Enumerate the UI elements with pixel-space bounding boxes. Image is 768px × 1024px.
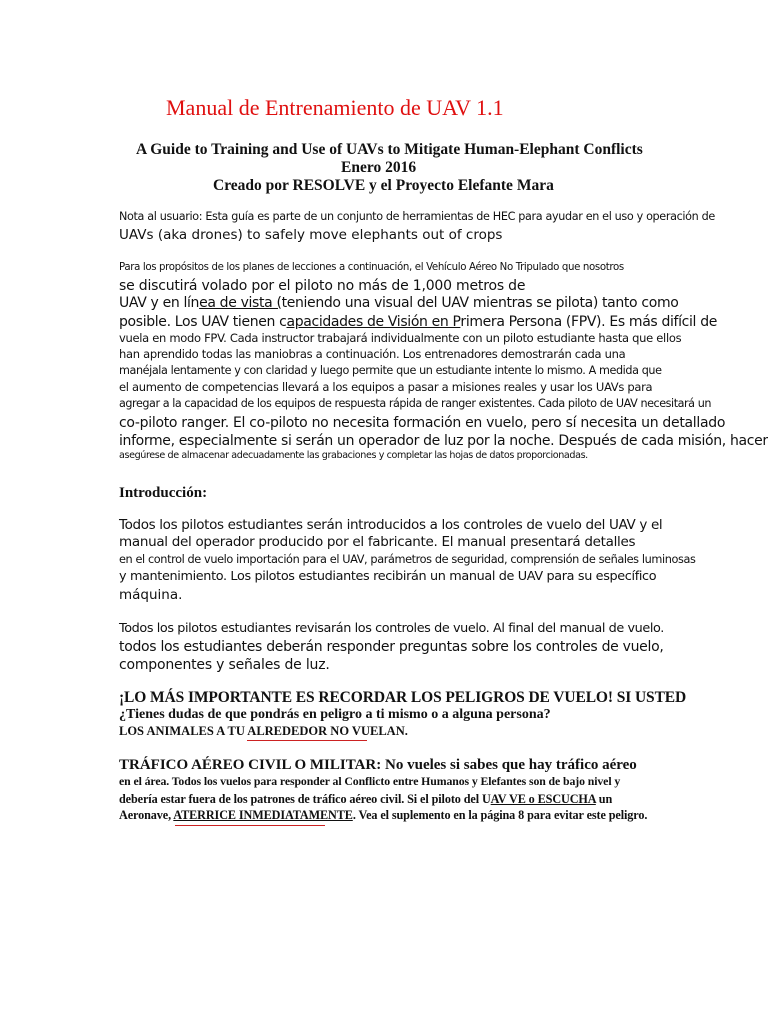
purpose-line-1: Para los propósitos de los planes de lecciones a continuación, el Vehículo Aéreo No Tripulado que nosotros bbox=[119, 262, 624, 273]
note-line-2: UAVs (aka drones) to safely move elephants out of crops bbox=[119, 227, 503, 243]
document-title: Manual de Entrenamiento de UAV 1.1 bbox=[166, 95, 504, 120]
fpv-capabilities-text: apacidades de Visión en P bbox=[286, 314, 461, 330]
uav-see-hear-text: AV VE o ESCUCHA bbox=[490, 792, 596, 806]
intro-line-1: Todos los pilotos estudiantes serán introducidos a los controles de vuelo del UAV y el bbox=[119, 517, 663, 533]
purpose-line-6: han aprendido todas las maniobras a continuación. Los entrenadores demostrarán cada una bbox=[119, 347, 626, 361]
traffic-line-4-a: Aeronave, bbox=[119, 808, 174, 822]
subtitle-author: Creado por RESOLVE y el Proyecto Elefante Mara bbox=[213, 177, 554, 194]
intro-line-5: máquina. bbox=[119, 587, 183, 603]
intro-line-3: en el control de vuelo importación para el UAV, parámetros de seguridad, comprensión de señales luminosas bbox=[119, 553, 696, 566]
purpose-line-3-a: UAV y en lín bbox=[119, 295, 200, 311]
purpose-line-11: informe, especialmente si serán un operador de luz por la noche. Después de cada misión, hacer bbox=[119, 433, 768, 449]
traffic-line-1 bbox=[119, 758, 637, 773]
traffic-line-1-rest: No vueles si sabes que hay tráfico aéreo bbox=[381, 757, 637, 773]
traffic-line-3 bbox=[119, 793, 612, 805]
note-line-1: Nota al usuario: Esta guía es parte de un conjunto de herramientas de HEC para ayudar en el uso y operación de bbox=[119, 210, 715, 223]
line-of-sight-text: ea de vista ( bbox=[199, 295, 282, 311]
intro-line-2: manual del operador producido por el fabricante. El manual presentará detalles bbox=[119, 534, 636, 550]
subtitle-date: Enero 2016 bbox=[341, 159, 417, 176]
purpose-line-10: co-piloto ranger. El co-piloto no necesita formación en vuelo, pero sí necesita un detallado bbox=[119, 415, 726, 431]
purpose-line-2: se discutirá volado por el piloto no más de 1,000 metros de bbox=[119, 278, 526, 294]
land-immediately-underline bbox=[175, 825, 325, 826]
purpose-line-12: asegúrese de almacenar adecuadamente las grabaciones y completar las hojas de datos proporcionadas. bbox=[119, 450, 588, 461]
purpose-line-4 bbox=[119, 315, 717, 329]
purpose-line-9: agregar a la capacidad de los equipos de respuesta rápida de ranger existentes. Cada piloto de UAV necesitará un bbox=[119, 397, 711, 410]
traffic-line-4-c: . Vea el suplemento en la página 8 para evitar este peligro. bbox=[352, 808, 648, 822]
traffic-heading: TRÁFICO AÉREO CIVIL O MILITAR: bbox=[119, 757, 382, 773]
warning-line-1: ¡LO MÁS IMPORTANTE ES RECORDAR LOS PELIGROS DE VUELO! SI USTED bbox=[119, 689, 687, 706]
purpose-line-3 bbox=[119, 296, 678, 310]
purpose-line-7: manéjala lentamente y con claridad y luego permite que un estudiante intente lo mismo. A medida que bbox=[119, 364, 662, 377]
traffic-line-2: en el área. Todos los vuelos para responder al Conflicto entre Humanos y Elefantes son de bajo nivel y bbox=[119, 774, 621, 788]
traffic-line-3-c: un bbox=[595, 792, 613, 806]
purpose-line-4-a: posible. Los UAV tienen c bbox=[119, 314, 287, 330]
land-immediately-text: ATERRICE INMEDIATAMENTE bbox=[173, 808, 353, 822]
subtitle-guide: A Guide to Training and Use of UAVs to Mitigate Human-Elephant Conflicts bbox=[136, 141, 643, 158]
purpose-line-8: el aumento de competencias llevará a los equipos a pasar a misiones reales y usar los UAVs para bbox=[119, 380, 653, 394]
purpose-line-4-c: rimera Persona (FPV). Es más difícil de bbox=[460, 314, 717, 330]
intro-line-8: componentes y señales de luz. bbox=[119, 657, 330, 673]
intro-heading: Introducción: bbox=[119, 485, 208, 501]
intro-line-7: todos los estudiantes deberán responder preguntas sobre los controles de vuelo, bbox=[119, 639, 664, 655]
traffic-line-4 bbox=[119, 809, 647, 821]
warning-line-2: ¿Tienes dudas de que pondrás en peligro a ti mismo o a alguna persona? bbox=[119, 707, 551, 722]
intro-line-6: Todos los pilotos estudiantes revisarán los controles de vuelo. Al final del manual de vuelo. bbox=[119, 621, 664, 636]
warning-line-3: LOS ANIMALES A TU ALREDEDOR NO VUELAN. bbox=[119, 724, 408, 738]
purpose-line-3-c: teniendo una visual del UAV mientras se pilota) tanto como bbox=[281, 295, 679, 311]
traffic-line-3-a: debería estar fuera de los patrones de tráfico aéreo civil. Si el piloto del U bbox=[119, 792, 491, 806]
warning-underline bbox=[247, 740, 367, 741]
intro-line-4: y mantenimiento. Los pilotos estudiantes recibirán un manual de UAV para su específico bbox=[119, 569, 657, 584]
purpose-line-5: vuela en modo FPV. Cada instructor trabajará individualmente con un piloto estudiante hasta que ellos bbox=[119, 331, 682, 345]
